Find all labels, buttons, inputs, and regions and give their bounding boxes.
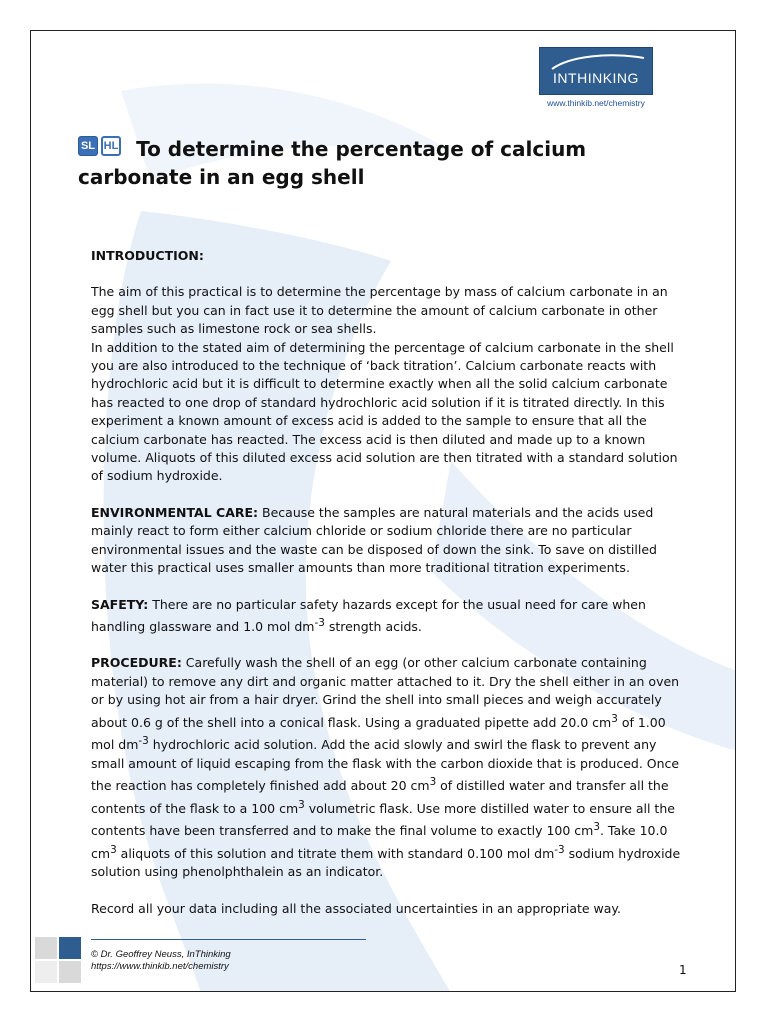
inthinking-logo[interactable] [539, 47, 653, 95]
footer-divider [91, 939, 366, 940]
title-text: To determine the percentage of calcium carbonate in an egg shell [78, 137, 587, 189]
hl-badge-icon: HL [101, 136, 121, 156]
procedure-text-1: Carefully wash the shell of an egg (or other calcium carbonate containing material) to remove any dirt and organic matter attached to it. Dry the shell either in an oven or by using hot air from a hair dryer. Grind the shell into small pieces and weigh accurately about 0.6 g of the shell into a conical flask. Using a graduated pipette add 20.0 cm [91, 655, 680, 730]
footer-credits [91, 949, 231, 973]
procedure-text-5: volumetric flask. Use more distilled water to ensure all the contents have been transferred and to make the final volume to exactly 100 cm [91, 800, 675, 839]
page-number: 1 [679, 963, 687, 977]
footer-author: © Dr. Geoffrey Neuss, InThinking [91, 949, 231, 960]
footer-url-link[interactable]: https://www.thinkib.net/chemistry [91, 961, 229, 972]
record-paragraph: Record all your data including all the associated uncertainties in an appropriate way. [91, 900, 622, 916]
environmental-care-text: Because the samples are natural materials and the acids used mainly react to form either calcium chloride or sodium chloride there are no particular environmental issues and the waste can be disposed of down the sink. To save on distilled water this practical uses smaller amounts than more traditional titration experiments. [91, 504, 657, 576]
document-body [91, 247, 681, 936]
logo-text: INTHINKING [553, 70, 639, 86]
sl-badge-icon: SL [78, 136, 98, 156]
procedure-sup-2: -3 [138, 735, 149, 748]
safety-paragraph [91, 596, 681, 637]
procedure-sup-4: 3 [298, 798, 305, 811]
safety-superscript: -3 [314, 616, 325, 629]
logo-url-link[interactable]: www.thinkib.net/chemistry [547, 98, 645, 108]
procedure-text-4: of distilled water and transfer all the contents of the flask to a 100 cm [91, 778, 669, 816]
procedure-sup-1: 3 [611, 712, 618, 725]
level-badges [78, 136, 121, 156]
procedure-sup-7: -3 [554, 843, 565, 856]
environmental-care-label: ENVIRONMENTAL CARE: [91, 504, 259, 520]
introduction-heading: INTRODUCTION: [91, 248, 204, 263]
environmental-care-paragraph [91, 504, 681, 578]
procedure-text-2: of 1.00 mol dm [91, 714, 666, 753]
procedure-text-7: aliquots of this solution and titrate them with standard 0.100 mol dm [116, 846, 555, 862]
procedure-paragraph [91, 654, 681, 881]
safety-text: There are no particular safety hazards except for the usual need for care when handling glassware and 1.0 mol dm [91, 596, 646, 635]
procedure-text-6: . Take 10.0 cm [91, 823, 668, 862]
procedure-text-8: sodium hydroxide solution using phenolphthalein as an indicator. [91, 846, 681, 880]
procedure-sup-6: 3 [110, 843, 117, 856]
safety-text-end: strength acids. [324, 619, 422, 635]
procedure-text-3: hydrochloric acid solution. Add the acid slowly and swirl the flask to prevent any small amount of liquid escaping from the flask with the carbon dioxide that is produced. Once the reaction has completely finished add about 20 cm [91, 737, 680, 794]
procedure-label: PROCEDURE: [91, 655, 182, 671]
introduction-paragraph-2: In addition to the stated aim of determining the percentage of calcium carbonate in the shell you are also introduced to the technique of ‘back titration’. Calcium carbonate reacts with hydrochloric acid but it is difficult to determine exactly when all the solid calcium carbonate has reacted to one drop of standard hydrochloric acid solution if it is titrated directly. In this experiment a known amount of excess acid is added to the sample to ensure that all the calcium carbonate has reacted. The excess acid is then diluted and made up to a known volume. Aliquots of this diluted excess acid solution are then titrated with a standard solution of sodium hydroxide. [91, 339, 678, 484]
safety-label: SAFETY: [91, 596, 149, 612]
page-title [78, 135, 688, 191]
document-page [30, 30, 736, 992]
introduction-paragraph-1: The aim of this practical is to determine the percentage by mass of calcium carbonate in an egg shell but you can in fact use it to determine the amount of calcium carbonate in other samples such as limestone rock or sea shells. [91, 284, 668, 337]
procedure-sup-3: 3 [429, 776, 437, 789]
procedure-sup-5: 3 [593, 821, 600, 834]
logo-arc-icon [540, 50, 654, 70]
